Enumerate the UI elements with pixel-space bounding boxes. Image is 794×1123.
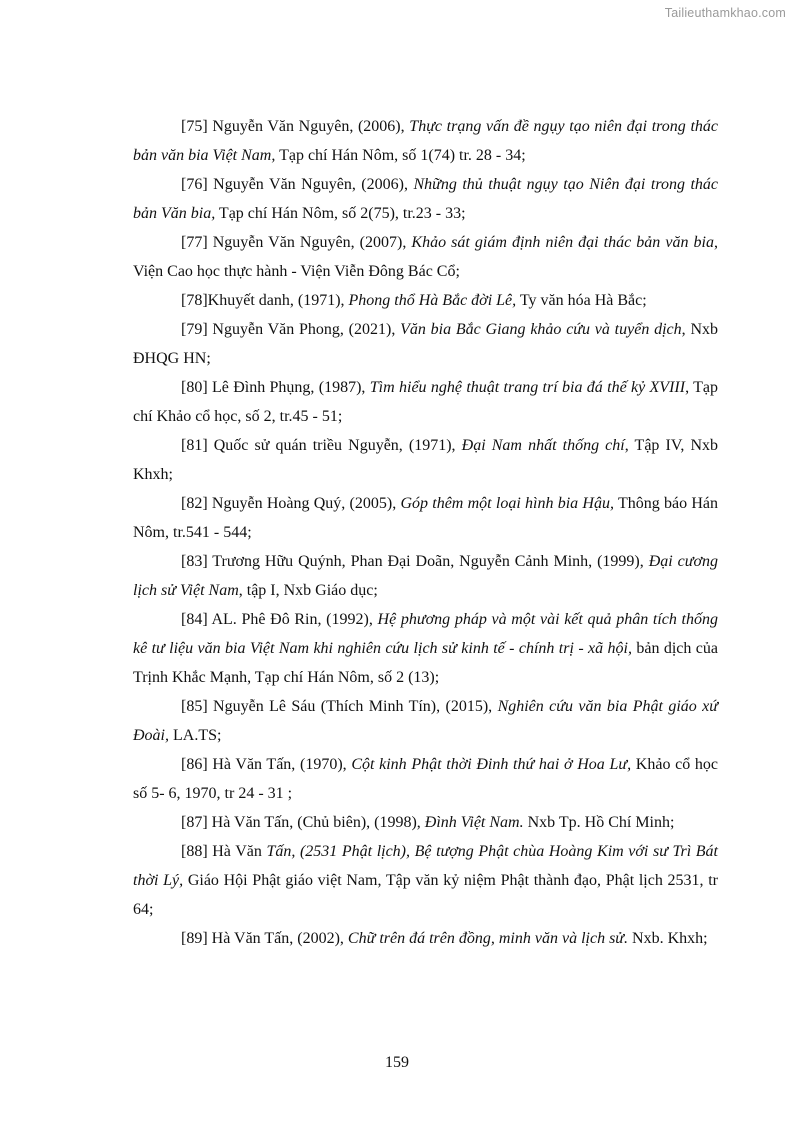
reference-title: Hệ phương pháp và một vài kết quả phân tích thống kê tư liệu văn bia Việt Nam khi nghiên cứu lịch sử kinh tế - chính trị - xã hội, (133, 611, 719, 657)
reference-title: Cột kinh Phật thời Đinh thứ hai ở Hoa Lư, (351, 756, 632, 773)
watermark: Tailieuthamkhao.com (664, 6, 786, 20)
reference-title: Đại cương lịch sử Việt Nam (133, 553, 718, 599)
reference-text: [86] Hà Văn Tấn, (1970), (181, 756, 352, 773)
reference-text: [75] Nguyễn Văn Nguyên, (2006), (181, 118, 410, 135)
reference-text: , Tập IV, Nxb Khxh; (133, 437, 718, 483)
reference-text: Ty văn hóa Hà Bắc; (516, 292, 647, 309)
reference-text: [77] Nguyễn Văn Nguyên, (2007), (181, 234, 412, 251)
reference-title: Phong thổ Hà Bắc đời Lê, (348, 292, 517, 309)
reference-entry (133, 924, 718, 953)
reference-text: [85] Nguyễn Lê Sáu (Thích Minh Tín), (2015), (181, 698, 498, 715)
reference-text: , tập I, Nxb Giáo dục; (238, 582, 378, 599)
reference-text: Thông báo Hán Nôm, tr.541 - 544; (133, 495, 718, 541)
reference-title: Góp thêm một loại hình bia Hậu, (400, 495, 614, 512)
reference-title: Những thủ thuật ngụy tạo Niên đại trong thác bản Văn bia, (133, 176, 718, 222)
reference-entry (133, 750, 718, 808)
reference-title: Khảo sát giám định niên đại thác bản văn bia (411, 234, 715, 251)
reference-entry (133, 808, 718, 837)
reference-text: [76] Nguyễn Văn Nguyên, (2006), (181, 176, 414, 193)
reference-text: [81] Quốc sử quán triều Nguyễn, (1971), (181, 437, 462, 454)
reference-entry (133, 605, 718, 692)
reference-entry (133, 373, 718, 431)
reference-text: [89] Hà Văn Tấn, (2002), (181, 930, 348, 947)
reference-text: [78]Khuyết danh, (1971), (181, 292, 349, 309)
reference-entry (133, 431, 718, 489)
reference-list (133, 112, 718, 953)
reference-text: [87] Hà Văn Tấn, (Chủ biên), (1998), (181, 814, 425, 831)
reference-entry (133, 315, 718, 373)
reference-title: Thực trạng vấn đề ngụy tạo niên đại trong thác bản văn bia Việt Nam, (133, 118, 718, 164)
reference-title: Văn bia Bắc Giang khảo cứu và tuyển dịch (400, 321, 682, 338)
reference-entry (133, 228, 718, 286)
reference-title: Chữ trên đá trên đồng, minh văn và lịch sử. (347, 930, 629, 947)
reference-text: , Viện Cao học thực hành - Viện Viễn Đông Bác Cổ; (133, 234, 719, 280)
reference-title: Nghiên cứu văn bia Phật giáo xứ Đoài, (133, 698, 718, 744)
reference-text: [83] Trương Hữu Quýnh, Phan Đại Doãn, Nguyễn Cảnh Minh, (1999), (181, 553, 649, 570)
reference-text: Nxb Tp. Hồ Chí Minh; (523, 814, 675, 831)
reference-text: [79] Nguyễn Văn Phong, (2021), (181, 321, 401, 338)
reference-text: Tạp chí Hán Nôm, số 2(75), tr.23 - 33; (215, 205, 466, 222)
reference-text: Khảo cổ học số 5- 6, 1970, tr 24 - 31 ; (133, 756, 719, 802)
reference-title: Tìm hiểu nghệ thuật trang trí bia đá thế kỷ XVIII (369, 379, 686, 396)
reference-text: [82] Nguyễn Hoàng Quý, (2005), (181, 495, 401, 512)
reference-entry (133, 489, 718, 547)
reference-title: Tấn, (2531 Phật lịch), Bệ tượng Phật chùa Hoàng Kim với sư Trì Bát thời Lý, (133, 843, 719, 889)
reference-text: [88] Hà Văn (181, 843, 267, 860)
reference-text: LA.TS; (169, 727, 222, 744)
reference-text: , Nxb ĐHQG HN; (133, 321, 719, 367)
reference-entry (133, 692, 718, 750)
reference-text: Tạp chí Hán Nôm, số 1(74) tr. 28 - 34; (275, 147, 526, 164)
reference-text: [80] Lê Đình Phụng, (1987), (181, 379, 370, 396)
reference-text: Nxb. Khxh; (628, 930, 708, 947)
reference-title: Đại Nam nhất thống chí (461, 437, 625, 454)
reference-title: Đình Việt Nam. (424, 814, 524, 831)
reference-entry (133, 837, 718, 924)
reference-entry (133, 286, 718, 315)
reference-text: Giáo Hội Phật giáo việt Nam, Tập văn kỷ niệm Phật thành đạo, Phật lịch 2531, tr 64; (133, 872, 718, 918)
reference-text: bản dịch của Trịnh Khắc Mạnh, Tạp chí Hán Nôm, số 2 (13); (133, 640, 718, 686)
reference-text: [84] AL. Phê Đô Rin, (1992), (181, 611, 378, 628)
reference-text: , Tạp chí Khảo cổ học, số 2, tr.45 - 51; (133, 379, 718, 425)
page-number: 159 (385, 1054, 409, 1071)
reference-entry (133, 170, 718, 228)
reference-entry (133, 547, 718, 605)
reference-entry (133, 112, 718, 170)
